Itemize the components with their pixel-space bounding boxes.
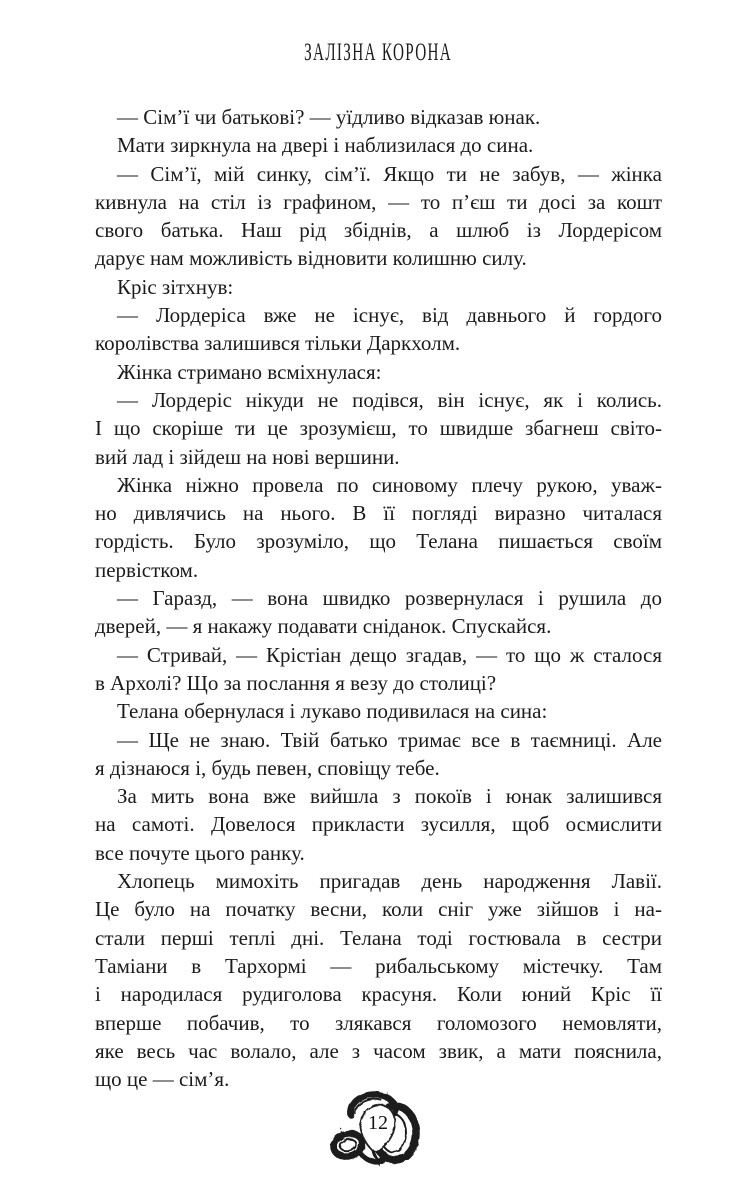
text-line: свого батька. Наш рід збіднів, а шлюб із Лордерісом [95, 218, 662, 243]
text-line: — Гаразд, — вона швидко розвернулася і рушила до [117, 586, 662, 611]
text-line: Жінка стримано всміхнулася: [117, 359, 382, 384]
text-line: Це було на початку весни, коли сніг уже зійшов і на- [95, 897, 662, 922]
page-number: 12 [368, 1112, 388, 1134]
text-line: І що скоріше ти це зрозумієш, то швидше збагнеш світо- [95, 416, 662, 441]
text-line: — Лордеріс нікуди не подівся, він існує, як і колись. [117, 387, 662, 412]
text-line: — Сім’ї, мій синку, сім’ї. Якщо ти не забув, — жінка [117, 161, 662, 186]
text-line: все почуте цього ранку. [95, 840, 305, 865]
text-line: на самоті. Довелося прикласти зусилля, щоб осмислити [95, 812, 662, 837]
text-line: Мати зиркнула на двері і наблизилася до сина. [117, 133, 534, 158]
text-line: вий лад і зійдеш на нові вершини. [95, 444, 400, 469]
text-line: — Лордеріса вже не існує, від давнього й гордого [117, 303, 662, 328]
text-line: вперше побачив, то злякався голомозого немовляти, [95, 1010, 662, 1035]
text-line: Таміани в Тархормі — рибальському містечку. Там [95, 953, 662, 978]
text-line: Кріс зітхнув: [117, 274, 234, 299]
text-line: і народилася рудиголова красуня. Коли юний Кріс її [95, 982, 662, 1007]
text-line: кивнула на стіл із графином, — то п’єш ти досі за кошт [95, 189, 662, 214]
text-line: я дізнаюся і, будь певен, сповіщу тебе. [95, 755, 440, 780]
text-line: дверей, — я накажу подавати сніданок. Спускайся. [95, 614, 552, 639]
text-line: — Ще не знаю. Твій батько тримає все в таємниці. Але [117, 727, 662, 752]
text-line: яке весь час волало, але з часом звик, а мати пояснила, [95, 1038, 662, 1063]
text-line: но дивлячись на нього. В її погляді виразно читалася [95, 501, 662, 526]
text-line: стали перші теплі дні. Телана тоді гостювала в сестри [95, 925, 662, 950]
text-line: королівства залишився тільки Даркхолм. [95, 331, 461, 356]
text-line: — Сім’ї чи батькові? — уїдливо відказав юнак. [117, 105, 541, 129]
text-line: первістком. [95, 557, 199, 582]
text-line: Хлопець мимохіть пригадав день народження Лавії. [117, 869, 662, 894]
text-line: Телана обернулася і лукаво подивилася на сина: [117, 699, 548, 724]
text-line: За мить вона вже вийшла з покоїв і юнак залишився [117, 784, 662, 809]
text-line: що це — сім’я. [95, 1067, 230, 1092]
text-line: дарує нам можливість відновити колишню силу. [95, 246, 527, 271]
text-line: в Архолі? Що за послання я везу до столиці? [95, 670, 497, 695]
running-head-title: ЗАЛІЗНА КОРОНА [304, 38, 452, 66]
body-text [95, 103, 662, 1093]
text-line: гордість. Було зрозуміло, що Телана пишається своїм [95, 529, 662, 554]
running-head [0, 38, 756, 64]
text-line: — Стривай, — Крістіан дещо згадав, — то що ж сталося [117, 642, 662, 667]
text-line: Жінка ніжно провела по синовому плечу рукою, уваж- [117, 472, 662, 497]
